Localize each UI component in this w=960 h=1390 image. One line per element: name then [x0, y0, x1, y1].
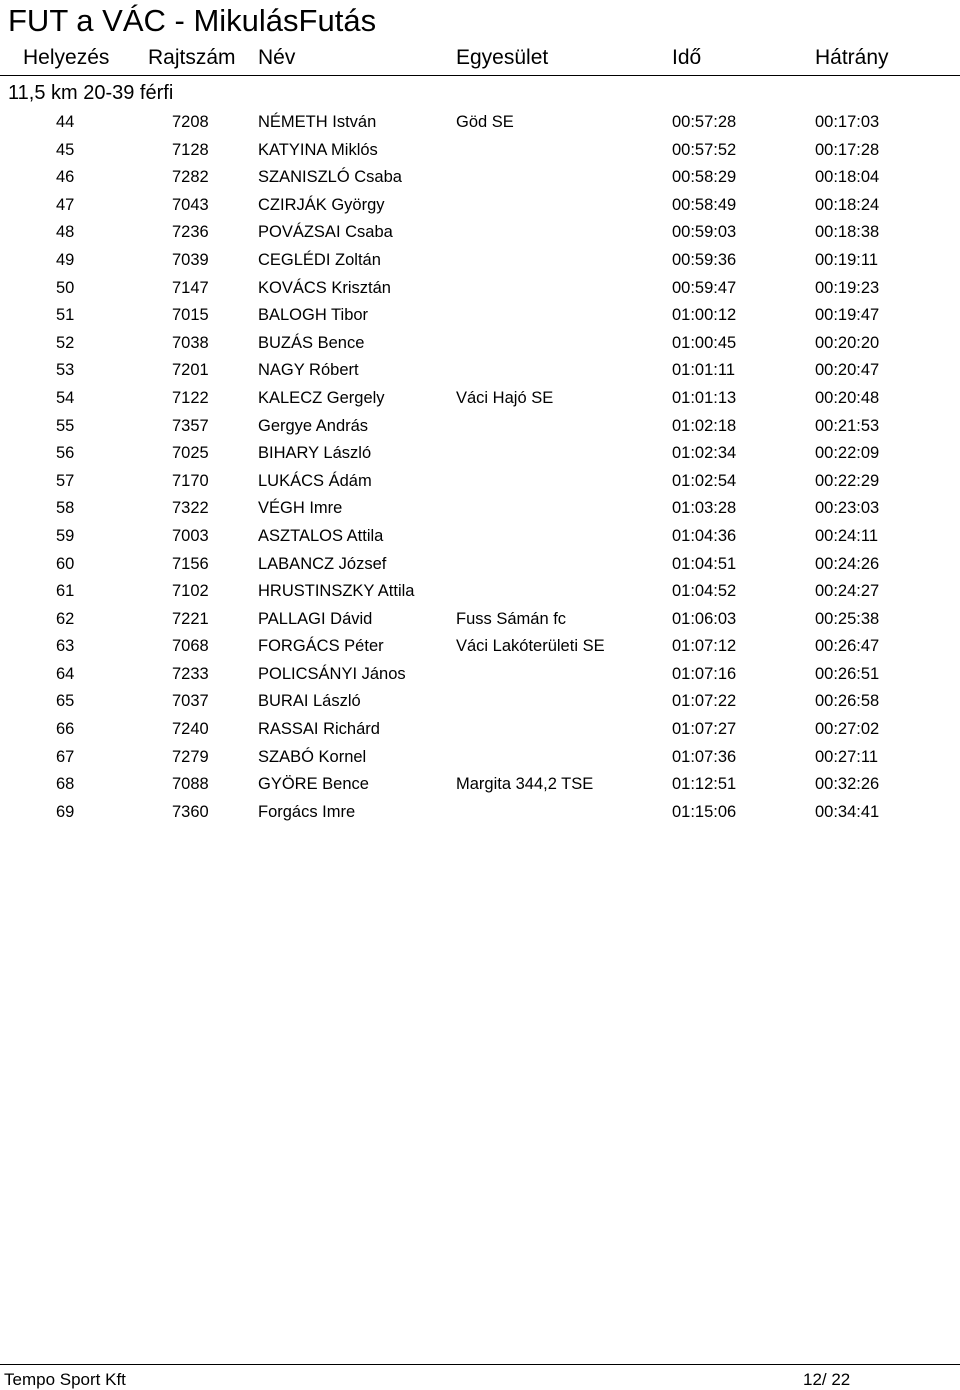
cell-position: 53 — [56, 361, 75, 380]
cell-position: 63 — [56, 637, 75, 656]
table-row — [0, 412, 960, 440]
cell-bib: 7102 — [172, 582, 209, 601]
cell-name: VÉGH Imre — [258, 499, 343, 518]
cell-gap: 00:34:41 — [815, 802, 880, 821]
cell-time: 01:02:34 — [672, 444, 737, 463]
cell-bib: 7357 — [172, 416, 209, 435]
cell-bib: 7122 — [172, 388, 209, 407]
cell-name: POLICSÁNYI János — [258, 664, 406, 683]
cell-time: 01:07:16 — [672, 664, 737, 683]
cell-position: 60 — [56, 554, 75, 573]
cell-time: 00:58:29 — [672, 168, 737, 187]
cell-name: BALOGH Tibor — [258, 306, 369, 325]
cell-gap: 00:26:58 — [815, 692, 880, 711]
cell-name: POVÁZSAI Csaba — [258, 223, 393, 242]
table-row — [0, 522, 960, 550]
cell-time: 01:07:22 — [672, 692, 737, 711]
cell-position: 52 — [56, 333, 75, 352]
footer-page-number: 12/ 22 — [803, 1370, 851, 1389]
cell-gap: 00:20:20 — [815, 333, 880, 352]
cell-time: 01:00:45 — [672, 333, 737, 352]
cell-time: 00:57:52 — [672, 140, 737, 159]
cell-bib: 7208 — [172, 113, 209, 131]
cell-bib: 7156 — [172, 554, 209, 573]
cell-name: SZANISZLÓ Csaba — [258, 168, 402, 187]
cell-bib: 7068 — [172, 637, 209, 656]
cell-gap: 00:27:11 — [815, 747, 879, 766]
cell-gap: 00:26:51 — [815, 664, 880, 683]
cell-name: ASZTALOS Attila — [258, 526, 384, 545]
footer-company: Tempo Sport Kft — [4, 1370, 126, 1389]
cell-gap: 00:22:09 — [815, 444, 880, 463]
cell-bib: 7221 — [172, 609, 209, 628]
cell-position: 69 — [56, 802, 75, 821]
cell-gap: 00:17:03 — [815, 113, 880, 131]
cell-name: KALECZ Gergely — [258, 388, 385, 407]
cell-position: 54 — [56, 388, 75, 407]
table-row — [0, 550, 960, 578]
cell-bib: 7201 — [172, 361, 209, 380]
cell-bib: 7037 — [172, 692, 209, 711]
header-gap: Hátrány — [815, 46, 889, 69]
table-row — [0, 329, 960, 357]
cell-name: NÉMETH István — [258, 113, 377, 131]
cell-time: 01:02:54 — [672, 471, 737, 490]
page-title: FUT a VÁC - MikulásFutás — [8, 3, 377, 38]
cell-position: 57 — [56, 471, 75, 490]
cell-position: 65 — [56, 692, 75, 711]
table-row — [0, 605, 960, 633]
cell-name: RASSAI Richárd — [258, 720, 380, 739]
cell-time: 01:07:12 — [672, 637, 737, 656]
table-row — [0, 467, 960, 495]
table-row — [0, 384, 960, 412]
cell-position: 64 — [56, 664, 75, 683]
cell-bib: 7003 — [172, 526, 209, 545]
cell-bib: 7170 — [172, 471, 209, 490]
table-row — [0, 687, 960, 715]
cell-club: Váci Hajó SE — [456, 388, 554, 407]
cell-name: BUZÁS Bence — [258, 333, 365, 352]
cell-gap: 00:23:03 — [815, 499, 880, 518]
cell-gap: 00:26:47 — [815, 637, 880, 656]
cell-gap: 00:25:38 — [815, 609, 880, 628]
cell-position: 59 — [56, 526, 75, 545]
cell-bib: 7233 — [172, 664, 209, 683]
cell-bib: 7043 — [172, 195, 209, 214]
cell-time: 01:04:51 — [672, 554, 737, 573]
table-row — [0, 136, 960, 164]
table-row — [0, 715, 960, 743]
cell-gap: 00:19:11 — [815, 250, 879, 269]
cell-position: 51 — [56, 306, 75, 325]
cell-time: 01:03:28 — [672, 499, 737, 518]
cell-bib: 7128 — [172, 140, 209, 159]
cell-gap: 00:21:53 — [815, 416, 880, 435]
cell-position: 55 — [56, 416, 75, 435]
table-row — [0, 770, 960, 798]
cell-time: 01:15:06 — [672, 802, 737, 821]
cell-bib: 7322 — [172, 499, 209, 518]
cell-time: 01:02:18 — [672, 416, 737, 435]
cell-time: 01:12:51 — [672, 775, 737, 794]
cell-bib: 7236 — [172, 223, 209, 242]
cell-bib: 7279 — [172, 747, 209, 766]
cell-time: 01:06:03 — [672, 609, 737, 628]
cell-gap: 00:24:26 — [815, 554, 880, 573]
table-row — [0, 218, 960, 246]
cell-time: 01:04:52 — [672, 582, 737, 601]
cell-gap: 00:20:48 — [815, 388, 880, 407]
category-title: 11,5 km 20-39 férfi — [8, 82, 174, 104]
cell-time: 01:07:36 — [672, 747, 737, 766]
cell-name: KATYINA Miklós — [258, 140, 378, 159]
cell-bib: 7039 — [172, 250, 209, 269]
cell-club: Fuss Sámán fc — [456, 609, 567, 628]
cell-bib: 7240 — [172, 720, 209, 739]
table-row — [0, 743, 960, 771]
cell-position: 48 — [56, 223, 75, 242]
cell-time: 00:59:47 — [672, 278, 737, 297]
cell-time: 00:59:36 — [672, 250, 737, 269]
cell-position: 62 — [56, 609, 75, 628]
cell-position: 66 — [56, 720, 75, 739]
cell-time: 01:07:27 — [672, 720, 737, 739]
cell-name: BURAI László — [258, 692, 361, 711]
cell-position: 58 — [56, 499, 75, 518]
cell-name: PALLAGI Dávid — [258, 609, 373, 628]
cell-name: SZABÓ Kornel — [258, 747, 367, 766]
table-row — [0, 660, 960, 688]
cell-name: HRUSTINSZKY Attila — [258, 582, 415, 601]
cell-gap: 00:22:29 — [815, 471, 880, 490]
cell-club: Göd SE — [456, 113, 514, 131]
table-row — [0, 191, 960, 219]
cell-gap: 00:18:24 — [815, 195, 880, 214]
cell-name: LUKÁCS Ádám — [258, 471, 372, 490]
cell-gap: 00:17:28 — [815, 140, 880, 159]
table-row — [0, 274, 960, 302]
header-bib: Rajtszám — [148, 46, 236, 69]
cell-club: Margita 344,2 TSE — [456, 775, 594, 794]
header-time: Idő — [672, 46, 702, 69]
cell-position: 68 — [56, 775, 75, 794]
cell-time: 01:01:13 — [672, 388, 737, 407]
table-row — [0, 439, 960, 467]
cell-name: CEGLÉDI Zoltán — [258, 250, 381, 269]
table-row — [0, 108, 960, 136]
cell-name: GYÖRE Bence — [258, 775, 369, 794]
cell-position: 47 — [56, 195, 75, 214]
table-row — [0, 798, 960, 826]
cell-position: 61 — [56, 582, 75, 601]
cell-club: Váci Lakóterületi SE — [456, 637, 605, 656]
cell-name: BIHARY László — [258, 444, 372, 463]
cell-name: FORGÁCS Péter — [258, 637, 384, 656]
cell-position: 56 — [56, 444, 75, 463]
cell-name: Forgács Imre — [258, 802, 356, 821]
cell-gap: 00:24:11 — [815, 526, 879, 545]
cell-name: Gergye András — [258, 416, 369, 435]
cell-name: LABANCZ József — [258, 554, 387, 573]
cell-bib: 7360 — [172, 802, 209, 821]
cell-time: 01:00:12 — [672, 306, 737, 325]
table-row — [0, 577, 960, 605]
cell-gap: 00:32:26 — [815, 775, 880, 794]
header-divider — [0, 75, 960, 76]
cell-bib: 7025 — [172, 444, 209, 463]
cell-gap: 00:18:38 — [815, 223, 880, 242]
header-name: Név — [258, 46, 296, 69]
cell-bib: 7282 — [172, 168, 209, 187]
header-club: Egyesület — [456, 46, 549, 69]
cell-name: NAGY Róbert — [258, 361, 359, 380]
cell-gap: 00:19:23 — [815, 278, 880, 297]
cell-gap: 00:18:04 — [815, 168, 880, 187]
cell-gap: 00:19:47 — [815, 306, 880, 325]
cell-position: 45 — [56, 140, 75, 159]
cell-name: CZIRJÁK György — [258, 195, 385, 214]
table-row — [0, 632, 960, 660]
header-position: Helyezés — [23, 46, 110, 69]
table-row — [0, 356, 960, 384]
cell-time: 00:59:03 — [672, 223, 737, 242]
cell-time: 00:57:28 — [672, 113, 737, 131]
cell-gap: 00:24:27 — [815, 582, 880, 601]
cell-time: 01:01:11 — [672, 361, 736, 380]
table-row — [0, 494, 960, 522]
footer-divider — [0, 1364, 960, 1365]
cell-bib: 7088 — [172, 775, 209, 794]
cell-bib: 7147 — [172, 278, 209, 297]
cell-time: 00:58:49 — [672, 195, 737, 214]
cell-position: 49 — [56, 250, 75, 269]
cell-position: 50 — [56, 278, 75, 297]
cell-position: 44 — [56, 113, 75, 131]
table-row — [0, 301, 960, 329]
cell-gap: 00:27:02 — [815, 720, 880, 739]
cell-name: KOVÁCS Krisztán — [258, 278, 391, 297]
cell-position: 67 — [56, 747, 75, 766]
cell-bib: 7038 — [172, 333, 209, 352]
cell-gap: 00:20:47 — [815, 361, 880, 380]
table-row — [0, 163, 960, 191]
cell-time: 01:04:36 — [672, 526, 737, 545]
cell-bib: 7015 — [172, 306, 209, 325]
results-table — [0, 108, 960, 825]
cell-position: 46 — [56, 168, 75, 187]
table-row — [0, 246, 960, 274]
